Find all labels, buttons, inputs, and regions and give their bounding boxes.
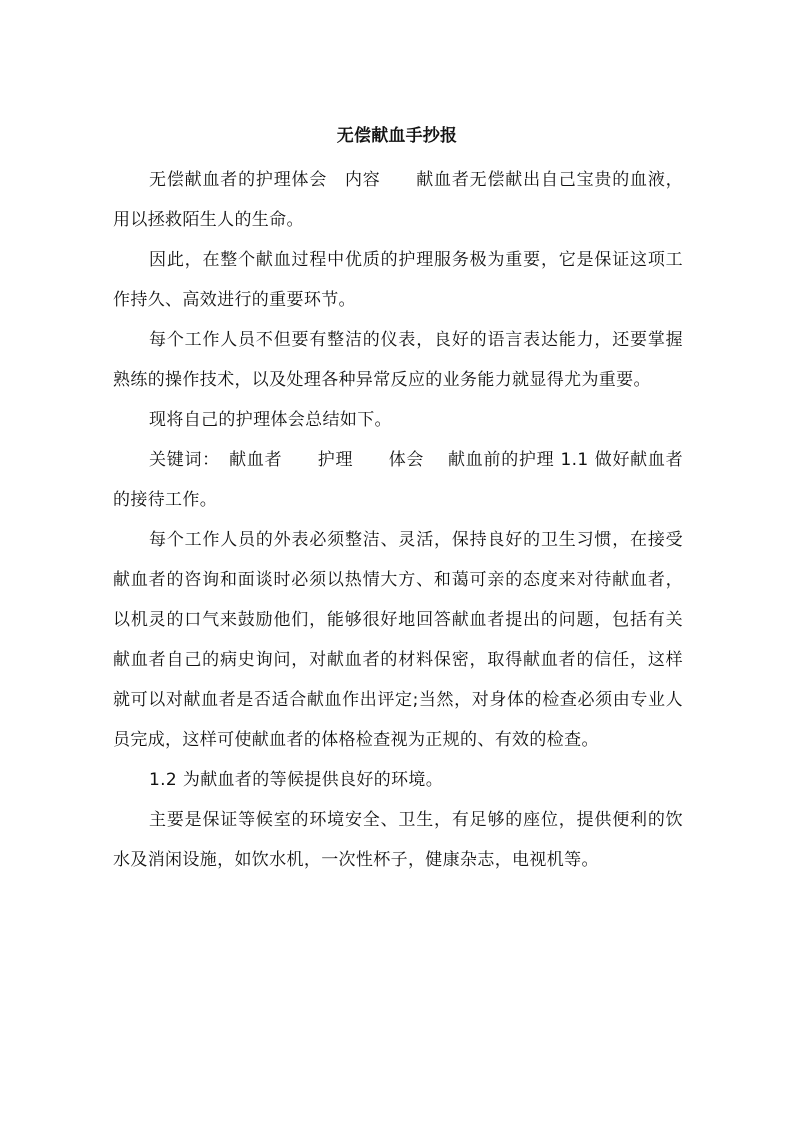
paragraph-reception: 每个工作人员的外表必须整洁、灵活，保持良好的卫生习惯，在接受献血者的咨询和面谈时必须以热情大方、和蔼可亲的态度来对待献血者，以机灵的口气来鼓励他们，能够很好地回答献血者提出的问题，包括有关献血者自己的病史询问，对献血者的材料保密，取得献血者的信任，这样就可以对献血者是否适合献血作出评定;当然，对身体的检查必须由专业人员完成，这样可使献血者的体格检查视为正规的、有效的检查。	[113, 530, 683, 750]
document-title: 无偿献血手抄报	[336, 126, 458, 146]
paragraph-keywords: 关键词： 献血者 护理 体会 献血前的护理 1.1 做好献血者的接待工作。	[113, 450, 683, 510]
paragraph-staff-skills: 每个工作人员不但要有整洁的仪表，良好的语言表达能力，还要掌握熟练的操作技术，以及处理各种异常反应的业务能力就显得尤为重要。	[113, 330, 683, 390]
paragraph-section-1-2: 1.2 为献血者的等候提供良好的环境。	[149, 770, 444, 790]
paragraph-waiting-room: 主要是保证等候室的环境安全、卫生，有足够的座位，提供便利的饮水及消闲设施，如饮水机，一次性杯子，健康杂志，电视机等。	[113, 810, 683, 870]
paragraph-summary-lead: 现将自己的护理体会总结如下。	[149, 410, 392, 430]
paragraph-intro: 无偿献血者的护理体会 内容 献血者无偿献出自己宝贵的血液，用以拯救陌生人的生命。	[113, 170, 683, 230]
document-body	[113, 160, 683, 880]
paragraph-importance: 因此，在整个献血过程中优质的护理服务极为重要，它是保证这项工作持久、高效进行的重要环节。	[113, 250, 683, 310]
